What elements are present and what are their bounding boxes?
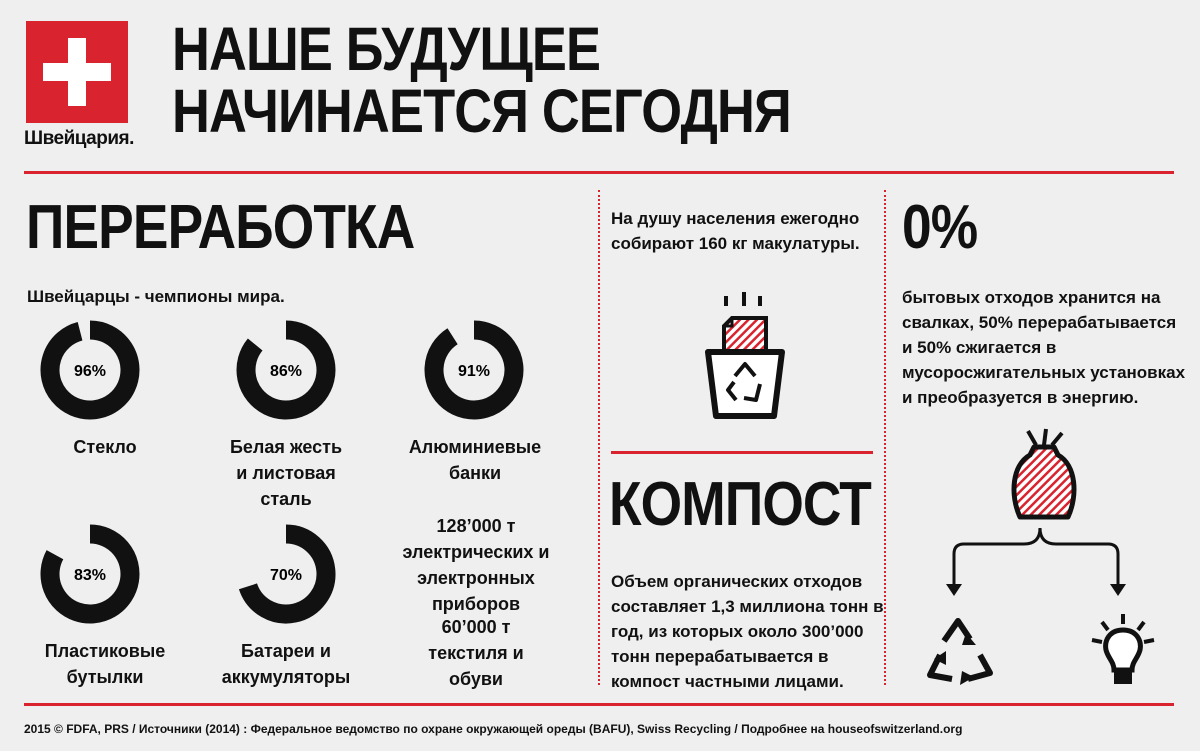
waste-text: [902, 285, 1185, 410]
donut-chart: [38, 522, 142, 626]
donut-category-line: Батареи и: [241, 641, 331, 661]
swiss-flag-logo: [26, 21, 128, 123]
recycle-icon: [922, 615, 998, 687]
page-title: [172, 15, 791, 145]
recycling-intro: Швейцарцы - чемпионы мира.: [27, 287, 285, 306]
compost-text-line: составляет 1,3 миллиона тонн в: [611, 597, 884, 616]
page-title-line-1: НАШЕ БУДУЩЕЕ: [172, 15, 601, 83]
header-divider: [24, 171, 1174, 174]
compost-title: КОМПОСТ: [609, 470, 871, 539]
stat-electronics-line: электрических и: [402, 542, 550, 562]
stat-textiles-line: обуви: [448, 669, 504, 689]
donut-category-label: [181, 638, 391, 690]
waste-big-stat: 0%: [902, 193, 978, 262]
donut-category-line: Пластиковые: [44, 641, 166, 661]
compost-text-line: тонн перерабатывается в: [611, 647, 829, 666]
paper-text-line: На душу населения ежегодно: [611, 209, 860, 228]
paper-bin-icon: [700, 290, 790, 420]
stat-textiles-line: текстиля и: [428, 643, 524, 663]
donut-percent-label: 86%: [269, 363, 303, 380]
stat-electronics-line: 128’000 т: [436, 516, 516, 536]
split-arrows: [940, 528, 1140, 598]
donut-chart: [38, 318, 142, 422]
donut-category-line: и листовая: [236, 463, 336, 483]
paper-text: [611, 206, 860, 256]
brand-label: Швейцария.: [24, 128, 134, 149]
donut-percent-label: 91%: [457, 363, 491, 380]
donut-category-line: Алюминиевые: [408, 437, 542, 457]
donut-category-line: сталь: [260, 489, 312, 509]
waste-text-line: и 50% сжигается в: [902, 338, 1057, 357]
waste-text-line: мусоросжигательных установках: [902, 363, 1186, 382]
recycling-title: ПЕРЕРАБОТКА: [26, 193, 415, 262]
donut-category-line: аккумуляторы: [221, 667, 351, 687]
donut-category-label: [181, 434, 391, 512]
stat-textiles: [371, 614, 581, 692]
waste-text-line: бытовых отходов хранится на: [902, 288, 1161, 307]
donut-chart: [234, 522, 338, 626]
trash-bag-icon: [1000, 425, 1090, 525]
waste-text-line: и преобразуется в энергию.: [902, 388, 1139, 407]
compost-divider: [611, 451, 873, 454]
stat-electronics-line: электронных приборов: [417, 568, 535, 614]
stat-electronics: [371, 513, 581, 617]
paper-text-line: собирают 160 кг макулатуры.: [611, 234, 860, 253]
column-divider: [884, 190, 886, 685]
footer-credits: 2015 © FDFA, PRS / Источники (2014) : Федеральное ведомство по охране окружающей ореды (BAFU), Swiss Recycling / Подробнее на houseofswitzerland.org: [24, 722, 963, 736]
page-title-line-2: НАЧИНАЕТСЯ СЕГОДНЯ: [172, 77, 791, 145]
donut-category-label: [370, 434, 580, 486]
donut-category-label: [0, 434, 210, 460]
donut-chart: [422, 318, 526, 422]
donut-chart: [234, 318, 338, 422]
compost-text-line: компост частными лицами.: [611, 672, 844, 691]
donut-category-line: бутылки: [66, 667, 144, 687]
donut-category-label: [0, 638, 210, 690]
footer-divider: [24, 703, 1174, 706]
compost-text-line: Объем органических отходов: [611, 572, 863, 591]
donut-category-line: Белая жесть: [229, 437, 343, 457]
waste-text-line: свалках, 50% перерабатывается: [902, 313, 1177, 332]
donut-percent-label: 96%: [73, 363, 107, 380]
donut-percent-label: 83%: [73, 567, 107, 584]
column-divider: [598, 190, 600, 685]
donut-percent-label: 70%: [269, 567, 303, 584]
donut-category-line: банки: [448, 463, 502, 483]
lightbulb-icon: [1090, 612, 1156, 688]
compost-text-line: год, из которых около 300’000: [611, 622, 864, 641]
compost-text: [611, 569, 884, 694]
donut-category-line: Стекло: [73, 437, 137, 457]
stat-textiles-line: 60’000 т: [441, 617, 511, 637]
